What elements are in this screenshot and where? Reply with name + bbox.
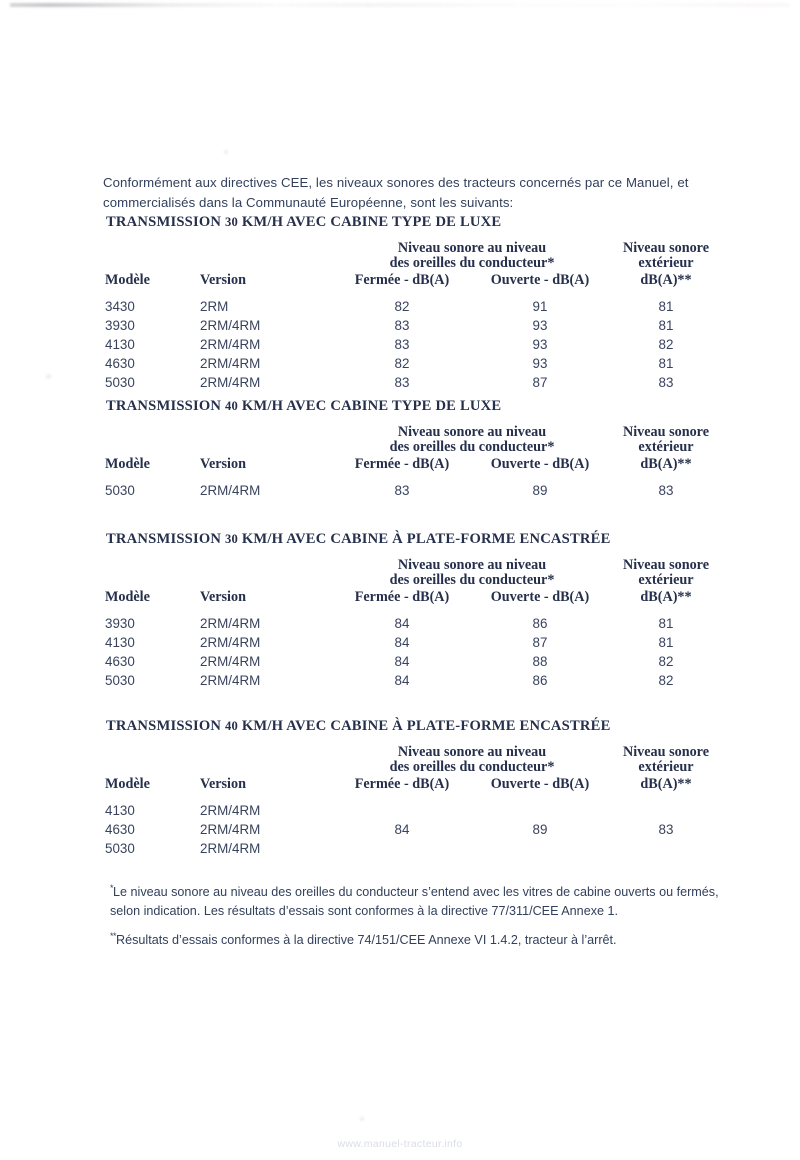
cell-ouverte: 89 bbox=[532, 822, 548, 837]
scan-speck bbox=[360, 1117, 364, 1121]
header-inner-noise-line1: Niveau sonore au niveau bbox=[397, 557, 547, 573]
cell-version: 2RM/4RM bbox=[200, 318, 261, 333]
column-header-version: Version bbox=[200, 776, 246, 792]
cell-fermee: 82 bbox=[394, 356, 410, 371]
column-header-version: Version bbox=[200, 589, 246, 605]
cell-fermee: 84 bbox=[394, 616, 410, 631]
table-row bbox=[0, 297, 800, 316]
section-title-prefix: TRANSMISSION bbox=[106, 531, 225, 547]
column-header-modele: Modèle bbox=[105, 456, 150, 472]
header-inner-noise-line2: des oreilles du conducteur* bbox=[389, 439, 555, 455]
column-header-fermee: Fermée - dB(A) bbox=[354, 272, 450, 288]
table-row bbox=[0, 801, 800, 820]
column-header-exterieur: dB(A)** bbox=[640, 589, 692, 605]
header-outer-noise-line2: extérieur bbox=[638, 759, 694, 775]
section-title bbox=[106, 398, 501, 415]
header-outer-noise-line1: Niveau sonore bbox=[622, 557, 710, 573]
header-inner-noise-line1: Niveau sonore au niveau bbox=[397, 744, 547, 760]
cell-exterieur: 82 bbox=[658, 337, 674, 352]
table-row bbox=[0, 335, 800, 354]
header-outer-noise-line2: extérieur bbox=[638, 255, 694, 271]
cell-fermee: 84 bbox=[394, 635, 410, 650]
cell-version: 2RM/4RM bbox=[200, 841, 261, 856]
table-row bbox=[0, 481, 800, 500]
section-title-speed: 30 bbox=[224, 532, 238, 546]
cell-exterieur: 82 bbox=[658, 673, 674, 688]
table-row bbox=[0, 671, 800, 690]
cell-exterieur: 83 bbox=[658, 822, 674, 837]
header-inner-noise-line2: des oreilles du conducteur* bbox=[389, 572, 555, 588]
cell-version: 2RM/4RM bbox=[200, 616, 261, 631]
cell-version: 2RM/4RM bbox=[200, 356, 261, 371]
cell-fermee: 83 bbox=[394, 318, 410, 333]
cell-modele: 4130 bbox=[105, 337, 135, 352]
header-outer-noise-line1: Niveau sonore bbox=[622, 424, 710, 440]
section-title-suffix: KM/H AVEC CABINE À PLATE-FORME ENCASTRÉE bbox=[237, 718, 611, 734]
column-header-fermee: Fermée - dB(A) bbox=[354, 589, 450, 605]
intro-paragraph: Conformément aux directives CEE, les niveaux sonores des tracteurs concernés par ce Manuel, et commercialisés dans la Communauté Européenne, sont les suivants: bbox=[103, 175, 689, 210]
cell-exterieur: 81 bbox=[658, 616, 674, 631]
cell-modele: 4130 bbox=[105, 635, 135, 650]
cell-fermee: 82 bbox=[394, 299, 410, 314]
table-row bbox=[0, 633, 800, 652]
cell-ouverte: 87 bbox=[532, 375, 548, 390]
cell-version: 2RM/4RM bbox=[200, 822, 261, 837]
section-title-suffix: KM/H AVEC CABINE TYPE DE LUXE bbox=[237, 214, 502, 230]
column-header-ouverte: Ouverte - dB(A) bbox=[490, 776, 590, 792]
cell-exterieur: 81 bbox=[658, 299, 674, 314]
column-header-ouverte: Ouverte - dB(A) bbox=[490, 272, 590, 288]
cell-modele: 4630 bbox=[105, 822, 135, 837]
table-row bbox=[0, 652, 800, 671]
footnote-mark-double: ** bbox=[110, 930, 117, 941]
cell-ouverte: 93 bbox=[532, 356, 548, 371]
section-title-prefix: TRANSMISSION bbox=[106, 214, 225, 230]
site-watermark: www.manuel-tracteur.info bbox=[337, 1138, 463, 1150]
cell-version: 2RM/4RM bbox=[200, 337, 261, 352]
cell-exterieur: 82 bbox=[658, 654, 674, 669]
cell-exterieur: 83 bbox=[658, 483, 674, 498]
cell-modele: 5030 bbox=[105, 375, 135, 390]
table-row bbox=[0, 373, 800, 392]
cell-modele: 4130 bbox=[105, 803, 135, 818]
cell-modele: 3930 bbox=[105, 616, 135, 631]
column-header-modele: Modèle bbox=[105, 776, 150, 792]
cell-modele: 4630 bbox=[105, 356, 135, 371]
column-header-version: Version bbox=[200, 272, 246, 288]
column-header-ouverte: Ouverte - dB(A) bbox=[490, 456, 590, 472]
column-header-exterieur: dB(A)** bbox=[640, 776, 692, 792]
cell-ouverte: 87 bbox=[532, 635, 548, 650]
cell-ouverte: 89 bbox=[532, 483, 548, 498]
cell-version: 2RM/4RM bbox=[200, 375, 261, 390]
header-outer-noise-line2: extérieur bbox=[638, 572, 694, 588]
table-row bbox=[0, 614, 800, 633]
cell-ouverte: 86 bbox=[532, 616, 548, 631]
cell-ouverte: 93 bbox=[532, 337, 548, 352]
column-header-fermee: Fermée - dB(A) bbox=[354, 776, 450, 792]
cell-ouverte: 86 bbox=[532, 673, 548, 688]
cell-modele: 5030 bbox=[105, 483, 135, 498]
column-header-ouverte: Ouverte - dB(A) bbox=[490, 589, 590, 605]
section-title bbox=[106, 718, 611, 735]
footnote-single-asterisk bbox=[110, 879, 736, 921]
cell-fermee: 83 bbox=[394, 337, 410, 352]
cell-version: 2RM bbox=[200, 299, 229, 314]
cell-modele: 3430 bbox=[105, 299, 135, 314]
cell-modele: 5030 bbox=[105, 841, 135, 856]
cell-fermee: 83 bbox=[394, 483, 410, 498]
column-header-modele: Modèle bbox=[105, 272, 150, 288]
cell-version: 2RM/4RM bbox=[200, 803, 261, 818]
section-title bbox=[106, 531, 611, 548]
column-header-exterieur: dB(A)** bbox=[640, 456, 692, 472]
cell-modele: 4630 bbox=[105, 654, 135, 669]
section-title-speed: 30 bbox=[224, 215, 238, 229]
cell-exterieur: 81 bbox=[658, 356, 674, 371]
column-header-exterieur: dB(A)** bbox=[640, 272, 692, 288]
column-header-modele: Modèle bbox=[105, 589, 150, 605]
cell-exterieur: 81 bbox=[658, 318, 674, 333]
header-inner-noise-line1: Niveau sonore au niveau bbox=[397, 424, 547, 440]
cell-version: 2RM/4RM bbox=[200, 635, 261, 650]
header-inner-noise-line2: des oreilles du conducteur* bbox=[389, 759, 555, 775]
header-outer-noise-line1: Niveau sonore bbox=[622, 240, 710, 256]
section-title-suffix: KM/H AVEC CABINE TYPE DE LUXE bbox=[237, 398, 502, 414]
cell-ouverte: 93 bbox=[532, 318, 548, 333]
cell-fermee: 84 bbox=[394, 822, 410, 837]
cell-exterieur: 81 bbox=[658, 635, 674, 650]
footnote-text-single: Le niveau sonore au niveau des oreilles du conducteur s’entend avec les vitres de cabine ouverts ou fermés, selon indication. Les résultats d’essais sont conformes à la directive 77/311/CEE Annexe 1. bbox=[110, 884, 719, 918]
cell-version: 2RM/4RM bbox=[200, 483, 261, 498]
header-inner-noise-line2: des oreilles du conducteur* bbox=[389, 255, 555, 271]
cell-fermee: 84 bbox=[394, 654, 410, 669]
header-outer-noise-line1: Niveau sonore bbox=[622, 744, 710, 760]
cell-ouverte: 88 bbox=[532, 654, 548, 669]
column-header-fermee: Fermée - dB(A) bbox=[354, 456, 450, 472]
section-title-prefix: TRANSMISSION bbox=[106, 398, 225, 414]
cell-fermee: 83 bbox=[394, 375, 410, 390]
table-row bbox=[0, 354, 800, 373]
cell-fermee: 84 bbox=[394, 673, 410, 688]
table-row bbox=[0, 316, 800, 335]
section-title bbox=[106, 214, 501, 231]
cell-exterieur: 83 bbox=[658, 375, 674, 390]
section-title-prefix: TRANSMISSION bbox=[106, 718, 225, 734]
footnote-double-asterisk bbox=[110, 927, 736, 950]
cell-modele: 5030 bbox=[105, 673, 135, 688]
header-outer-noise-line2: extérieur bbox=[638, 439, 694, 455]
footnote-mark-single: * bbox=[110, 882, 114, 893]
section-title-speed: 40 bbox=[224, 719, 238, 733]
section-title-speed: 40 bbox=[224, 399, 238, 413]
cell-version: 2RM/4RM bbox=[200, 654, 261, 669]
section-title-suffix: KM/H AVEC CABINE À PLATE-FORME ENCASTRÉE bbox=[237, 531, 611, 547]
footnote-text-double: Résultats d’essais conformes à la directive 74/151/CEE Annexe VI 1.4.2, tracteur à l’arrêt. bbox=[116, 932, 617, 947]
cell-version: 2RM/4RM bbox=[200, 673, 261, 688]
column-header-version: Version bbox=[200, 456, 246, 472]
header-inner-noise-line1: Niveau sonore au niveau bbox=[397, 240, 547, 256]
scan-edge-artifact bbox=[10, 3, 790, 7]
table-row bbox=[0, 839, 800, 858]
table-row bbox=[0, 820, 800, 839]
cell-modele: 3930 bbox=[105, 318, 135, 333]
cell-ouverte: 91 bbox=[532, 299, 548, 314]
scan-speck bbox=[224, 150, 228, 154]
